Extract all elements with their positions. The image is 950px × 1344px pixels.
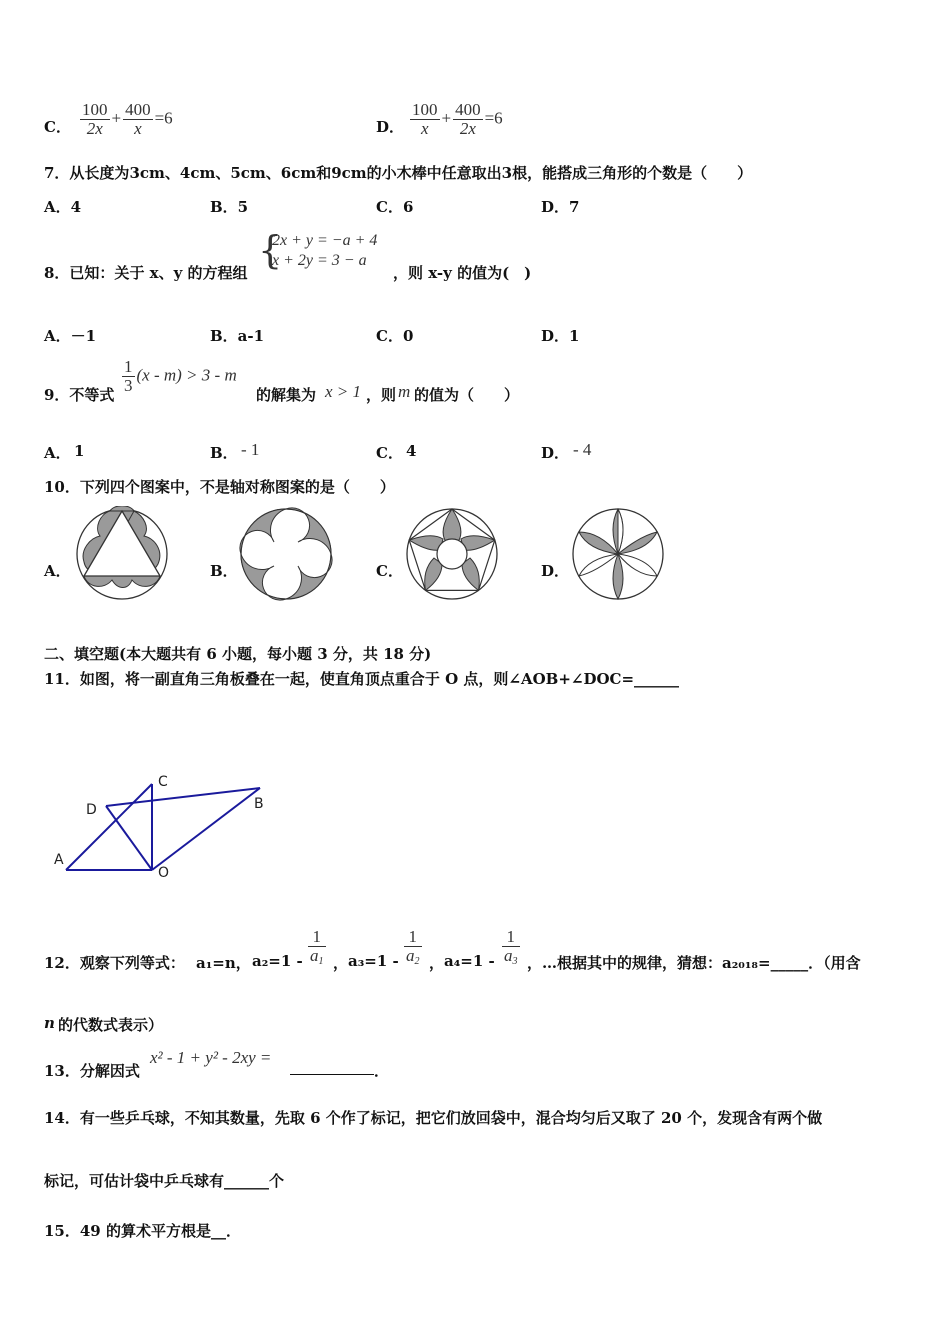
q12-a2-pre: a₂=1 - (252, 952, 303, 970)
q7-option-a: A．4 (44, 198, 82, 216)
segment-db (106, 788, 260, 806)
q8-equation-2: x + 2y = 3 − a (272, 252, 367, 269)
inequality-body: (x - m) > 3 - m (136, 365, 237, 385)
q9-option-b-value: - 1 (241, 440, 260, 459)
fraction-numerator: 100 (82, 100, 108, 119)
q12-a4-pre: a₄=1 - (444, 952, 495, 970)
q12-fraction-3 (500, 928, 522, 971)
q9-stem-mid: 的解集为 (256, 386, 317, 404)
q8-option-a: A．－1 (44, 327, 97, 345)
q15-stem: 15．49 的算术平方根是__． (44, 1222, 241, 1240)
den-sub: 3 (512, 956, 518, 967)
fraction-denominator (502, 947, 520, 971)
fraction-numerator: 100 (412, 100, 438, 119)
q9-option-d-value: - 4 (573, 440, 592, 459)
section-2-title: 二、填空题(本大题共有 6 小题，每小题 3 分，共 18 分) (44, 645, 432, 663)
q6-option-d-label: D． (376, 118, 405, 136)
q10-stem: 10．下列四个图案中，不是轴对称图案的是（ ） (44, 478, 395, 496)
shaded-lobe (84, 576, 160, 588)
equals-six: =6 (154, 108, 173, 128)
q12-a1: a₁=n， (196, 954, 251, 972)
q6-option-d-equation (408, 101, 503, 138)
fraction-numerator: 400 (455, 100, 481, 119)
pattern-d-figure (570, 506, 666, 602)
q12-lead: 12．观察下列等式： (44, 954, 185, 972)
q7-option-c: C．6 (376, 198, 414, 216)
q9-option-d-label: D． (541, 444, 570, 462)
q10-option-c-label: C． (376, 562, 403, 580)
q12-tail: ，…根据其中的规律，猜想：a₂₀₁₈=_____．（用含 (527, 954, 861, 972)
q13-lead: 13．分解因式 (44, 1062, 140, 1080)
pattern-c-figure (404, 506, 500, 602)
fraction-numerator: 1 (308, 928, 326, 947)
q8-option-c: C．0 (376, 327, 414, 345)
q9-option-a-value: 1 (74, 442, 85, 460)
den-var: a (310, 946, 319, 965)
pattern-a-figure (74, 506, 170, 602)
q8-stem-pre: 8．已知：关于 x、y 的方程组 (44, 264, 248, 282)
point-label-b: B (254, 796, 264, 812)
flower-petal (618, 554, 657, 576)
fraction-numerator: 1 (124, 357, 133, 376)
q12-fraction-1 (306, 928, 328, 971)
fraction-denominator (308, 947, 326, 971)
q8-system (272, 231, 377, 271)
q8-stem-post: ，则 x-y 的值为( ) (393, 264, 532, 282)
plus-sign: + (441, 108, 452, 128)
den-var: a (406, 946, 415, 965)
q8-option-b: B．a-1 (210, 327, 265, 345)
q9-option-c-value: 4 (406, 442, 417, 460)
q7-option-b: B．5 (210, 198, 249, 216)
den-sub: 1 (318, 956, 324, 967)
point-label-o: O (158, 865, 170, 881)
point-label-a: A (54, 852, 64, 868)
swirl-shape (286, 554, 332, 599)
swirl-shape (241, 554, 286, 600)
q13-tail: ． (374, 1062, 390, 1080)
fraction-numerator: 1 (502, 928, 520, 947)
q12-sep-2: ， (429, 954, 445, 972)
fraction-denominator: 2x (459, 119, 476, 138)
q9-option-a-label: A． (44, 444, 71, 462)
q10-option-d-label: D． (541, 562, 570, 580)
fraction-denominator: 3 (124, 376, 133, 395)
q8-option-d: D．1 (541, 327, 580, 345)
den-sub: 2 (414, 956, 420, 967)
equals-six: =6 (484, 108, 503, 128)
q10-option-b-label: B． (210, 562, 238, 580)
q13-answer-blank[interactable] (290, 1060, 374, 1079)
q9-stem-post1: ，则 (366, 386, 397, 404)
q12-fraction-2 (402, 928, 424, 971)
pattern-b-figure (238, 506, 334, 602)
point-label-d: D (86, 802, 97, 818)
plus-sign: + (111, 108, 122, 128)
fraction-denominator (404, 947, 422, 971)
flower-petal (613, 554, 623, 599)
den-var: a (504, 946, 513, 965)
fraction-denominator: x (420, 119, 429, 138)
q9-stem-pre: 9．不等式 (44, 386, 115, 404)
segment-do (106, 806, 152, 870)
fraction-denominator: x (134, 119, 142, 138)
swirl-shape (240, 509, 286, 554)
q9-inequality (120, 358, 237, 395)
q9-option-b-label: B． (210, 444, 238, 462)
q12-a3-pre: a₃=1 - (348, 952, 399, 970)
q6-option-c-equation (78, 101, 173, 138)
q12-line2: 的代数式表示） (58, 1016, 164, 1034)
q9-option-c-label: C． (376, 444, 403, 462)
fraction-denominator: 2x (86, 119, 103, 138)
q9-variable-m: m (398, 382, 411, 401)
q14-line2: 标记，可估计袋中乒乓球有______个 (44, 1172, 285, 1190)
swirl-shape (286, 508, 331, 554)
q7-stem: 7．从长度为3cm、4cm、5cm、6cm和9cm的小木棒中任意取出3根，能搭成三角形的个数是（ ） (44, 164, 753, 182)
q10-option-a-label: A． (44, 562, 71, 580)
q14-line1: 14．有一些乒乓球，不知其数量，先取 6 个作了标记，把它们放回袋中，混合均匀后又取了 20 个，发现含有两个做 (44, 1109, 823, 1127)
q9-stem-post2: 的值为（ ） (414, 386, 520, 404)
q13-expression: x² - 1 + y² - 2xy = (150, 1048, 272, 1067)
flower-petal-half (618, 509, 623, 554)
flower-petal (579, 554, 618, 576)
brace-icon: { (258, 228, 283, 272)
flower-petal (579, 532, 618, 554)
q8-equation-1: 2x + y = −a + 4 (272, 232, 378, 249)
point-label-c: C (158, 774, 168, 790)
q7-option-d: D．7 (541, 198, 580, 216)
flower-petal (618, 532, 657, 554)
q11-triangle-figure (48, 770, 278, 885)
q6-option-c-label: C． (44, 118, 71, 136)
segment-ac (66, 784, 152, 870)
fraction-numerator: 1 (404, 928, 422, 947)
q12-line2-var: n (44, 1014, 55, 1032)
segment-ob (152, 788, 260, 870)
q12-sep-1: ， (333, 954, 349, 972)
center-circle (437, 539, 467, 569)
q11-stem: 11．如图，将一副直角三角板叠在一起，使直角顶点重合于 O 点，则∠AOB+∠DOC=______ (44, 670, 680, 688)
fraction-numerator: 400 (125, 100, 151, 119)
q9-solution: x > 1 (325, 382, 362, 401)
